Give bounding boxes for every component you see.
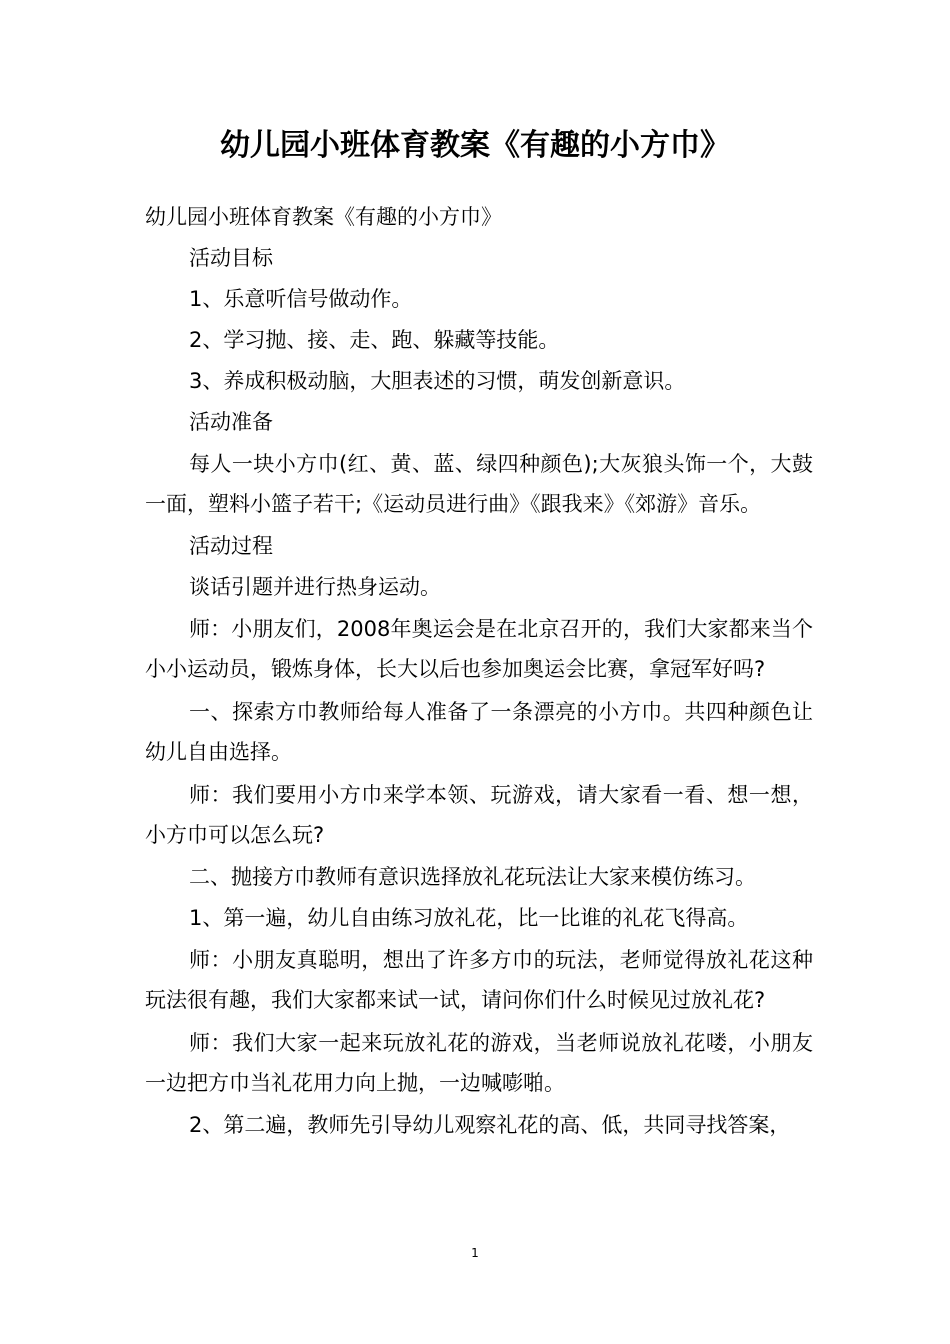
paragraph-explore: 一、探索方巾教师给每人准备了一条漂亮的小方巾。共四种颜色让幼儿自由选择。 (145, 700, 813, 764)
paragraph-teacher-question: 师：我们要用小方巾来学本领、玩游戏，请大家看一看、想一想，小方巾可以怎么玩? (145, 783, 813, 847)
paragraph-first-round: 1、第一遍，幼儿自由练习放礼花，比一比谁的礼花飞得高。 (189, 906, 749, 930)
goal-item-1: 1、乐意听信号做动作。 (189, 287, 413, 311)
paragraph-teacher-praise: 师：小朋友真聪明，想出了许多方巾的玩法，老师觉得放礼花这种玩法很有趣，我们大家都来试一试，请问你们什么时候见过放礼花? (145, 948, 813, 1012)
goal-item-3: 3、养成积极动脑，大胆表述的习惯，萌发创新意识。 (189, 369, 686, 393)
paragraph-throw-catch: 二、抛接方巾教师有意识选择放礼花玩法让大家来模仿练习。 (189, 865, 756, 889)
heading-activity-goals: 活动目标 (189, 246, 273, 270)
page-number: 1 (471, 1246, 479, 1260)
paragraph-teacher-intro: 师：小朋友们，2008年奥运会是在北京召开的，我们大家都来当个小小运动员，锻炼身体，长大以后也参加奥运会比赛，拿冠军好吗? (145, 617, 813, 681)
paragraph-second-round: 2、第二遍，教师先引导幼儿观察礼花的高、低，共同寻找答案， (189, 1113, 791, 1137)
heading-activity-process: 活动过程 (189, 534, 273, 558)
paragraph-preparation: 每人一块小方巾(红、黄、蓝、绿四种颜色);大灰狼头饰一个，大鼓一面，塑料小篮子若干;《运动员进行曲》《跟我来》《郊游》音乐。 (145, 452, 813, 516)
goal-item-2: 2、学习抛、接、走、跑、躲藏等技能。 (189, 328, 560, 352)
document-body (145, 198, 813, 1144)
paragraph-subtitle: 幼儿园小班体育教案《有趣的小方巾》 (145, 205, 502, 229)
document-title: 幼儿园小班体育教案《有趣的小方巾》 (220, 128, 730, 163)
paragraph-warmup: 谈话引题并进行热身运动。 (189, 575, 441, 599)
heading-activity-preparation: 活动准备 (189, 410, 273, 434)
paragraph-teacher-game: 师：我们大家一起来玩放礼花的游戏，当老师说放礼花喽，小朋友一边把方巾当礼花用力向上抛，一边喊嘭啪。 (145, 1031, 813, 1095)
